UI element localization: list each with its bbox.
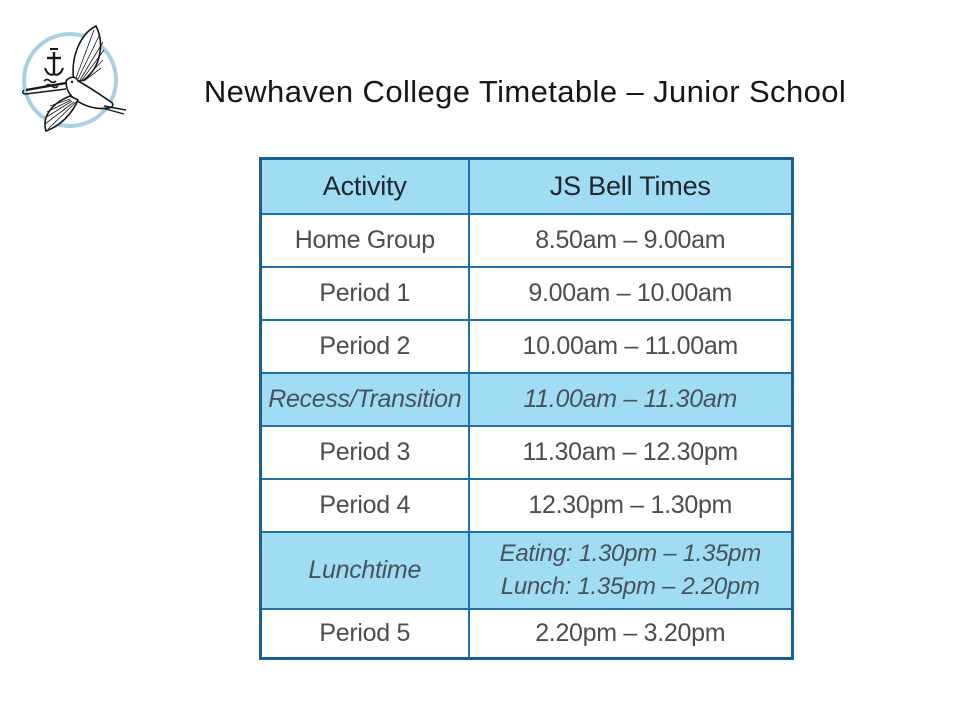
bell-time-line: 2.20pm – 3.20pm <box>535 618 726 647</box>
header-row <box>261 159 793 214</box>
activity-cell: Home Group <box>261 214 469 267</box>
page-title: Newhaven College Timetable – Junior School <box>203 74 847 109</box>
bell-times-cell <box>469 532 793 609</box>
bell-times-cell <box>469 214 793 267</box>
anchor-cross-icon <box>45 49 63 75</box>
table-row <box>261 609 793 659</box>
bell-times-cell <box>469 609 793 659</box>
table-row <box>261 479 793 532</box>
bell-time-line: 12.30pm – 1.30pm <box>528 490 733 519</box>
col-header-bell-times: JS Bell Times <box>469 159 793 214</box>
table-row <box>261 320 793 373</box>
bell-time-line: 8.50am – 9.00am <box>535 225 726 254</box>
table-row <box>261 426 793 479</box>
bird-logo-art <box>14 18 132 136</box>
activity-cell: Period 4 <box>261 479 469 532</box>
activity-cell: Lunchtime <box>261 532 469 609</box>
activity-cell: Period 5 <box>261 609 469 659</box>
table-row <box>261 373 793 426</box>
timetable <box>259 157 794 660</box>
col-header-activity: Activity <box>261 159 469 214</box>
bell-times-cell <box>469 426 793 479</box>
bell-time-line: 9.00am – 10.00am <box>528 278 733 307</box>
newhaven-college-bird-logo <box>14 18 132 136</box>
bell-times-cell <box>469 479 793 532</box>
bell-times-cell <box>469 373 793 426</box>
bell-time-line: 10.00am – 11.00am <box>522 331 738 360</box>
activity-cell: Recess/Transition <box>261 373 469 426</box>
bell-times-cell <box>469 320 793 373</box>
table-row <box>261 267 793 320</box>
bell-time-line: 11.30am – 12.30pm <box>522 437 738 466</box>
table-row <box>261 214 793 267</box>
bell-time-line: 11.00am – 11.30am <box>523 384 738 413</box>
bell-time-line: Lunch: 1.35pm – 2.20pm <box>500 573 760 600</box>
activity-cell: Period 1 <box>261 267 469 320</box>
activity-cell: Period 2 <box>261 320 469 373</box>
bell-time-line: Eating: 1.30pm – 1.35pm <box>499 540 761 567</box>
bell-times-cell <box>469 267 793 320</box>
activity-cell: Period 3 <box>261 426 469 479</box>
table-row <box>261 532 793 609</box>
